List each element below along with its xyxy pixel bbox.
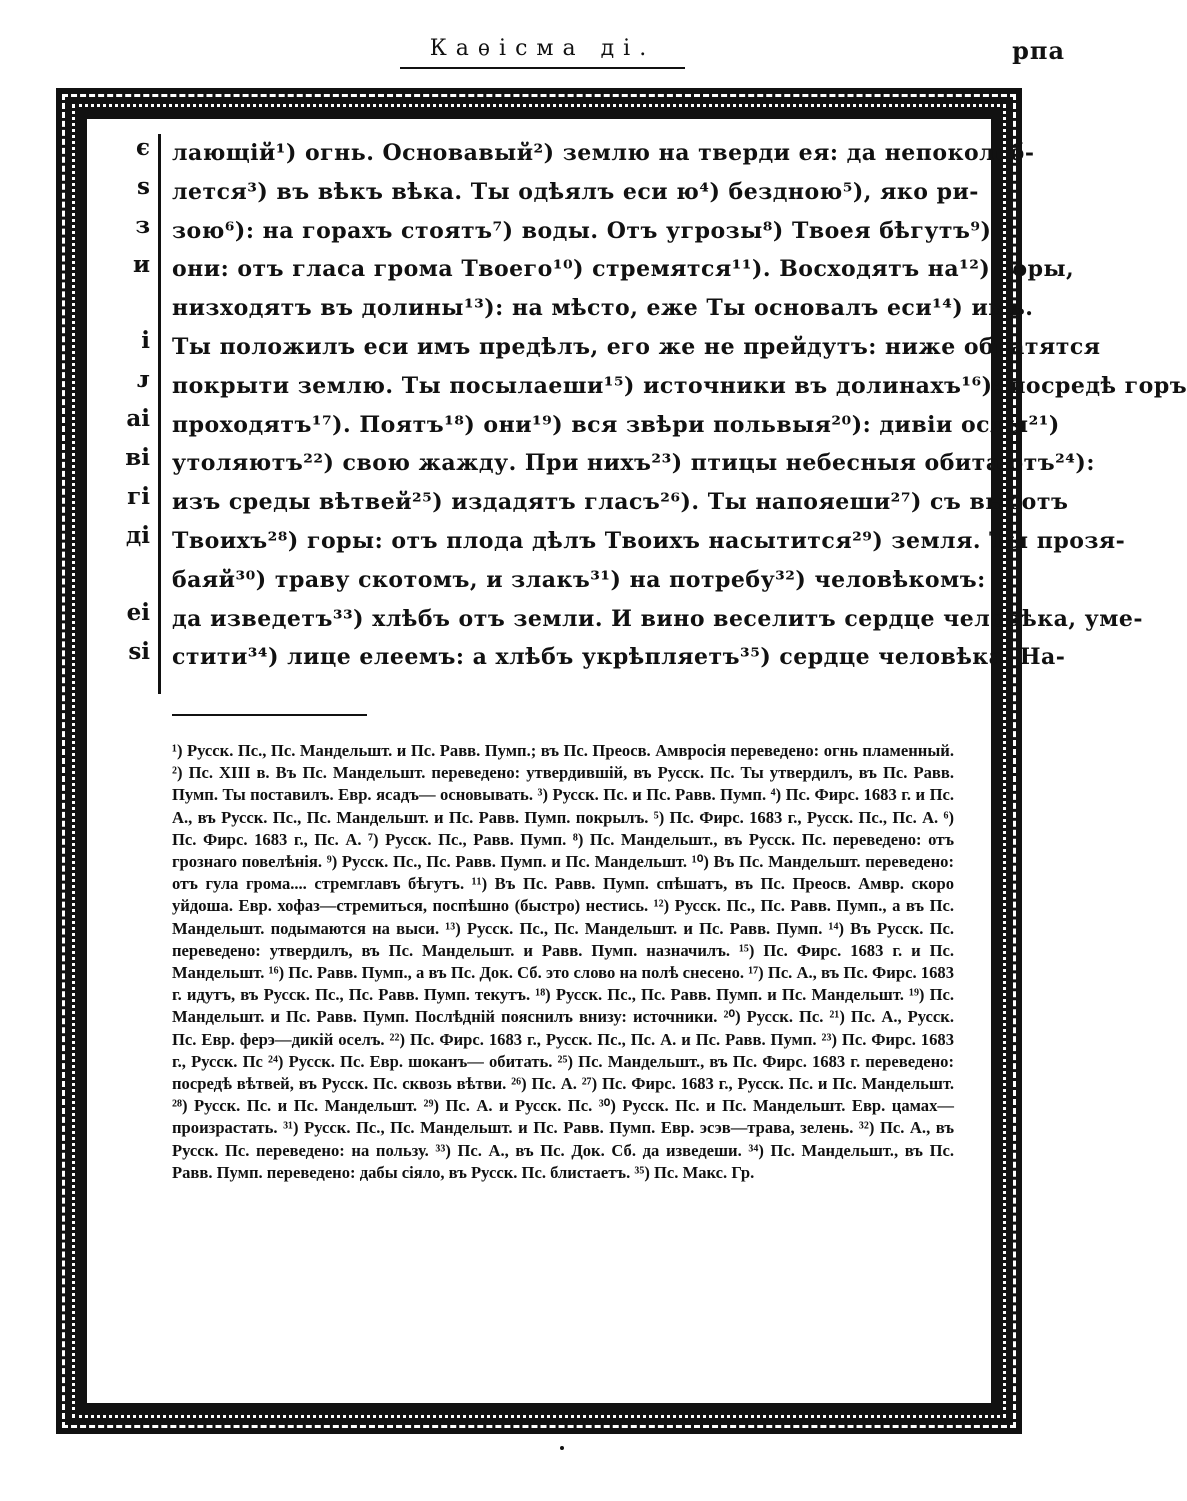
verse-number: ѕі (128, 638, 150, 665)
text-line: покрыти землю. Ты посылаеши¹⁵) источники въ долинахъ¹⁶): посредѣ горъ (172, 372, 1187, 399)
text-line: стити³⁴) лице елеемъ: а хлѣбъ укрѣпляетъ³⁵) сердце человѣка. На- (172, 644, 1066, 671)
footnotes: ¹) Русск. Пс., Пс. Мандельшт. и Пс. Равв. Пумп.; въ Пс. Преосв. Амвросія переведено: огнь пламенный. ²) Пс. XIII в. Въ Пс. Мандельшт. переведено: утвердившій, въ Русск. Пс. Ты утвердилъ, въ Пс. Равв. Пумп. Ты поставилъ. Евр. ясадъ— основывать. ³) Русск. Пс. и Пс. Равв. Пумп. ⁴) Пс. Фирс. 1683 г. и Пс. А., въ Русск. Пс., Пс. Мандельшт. и Пс. Равв. Пумп. покрылъ. ⁵) Пс. Фирс. 1683 г., Русск. Пс., Пс. А. ⁶) Пс. Фирс. 1683 г., Пс. А. ⁷) Русск. Пс., Равв. Пумп. ⁸) Пс. Мандельшт., въ Русск. Пс. переведено: отъ грознаго повелѣнія. ⁹) Русск. Пс., Пс. Равв. Пумп. и Пс. Мандельшт. ¹⁰) Въ Пс. Мандельшт. переведено: отъ гула грома.... стремглавъ бѣгутъ. ¹¹) Въ Пс. Равв. Пумп. спѣшатъ, въ Пс. Преосв. Амвр. скоро уйдоша. Евр. хофаз—стремиться, поспѣшно (быстро) нестись. ¹²) Русск. Пс., Пс. Равв. Пумп., а въ Пс. Мандельшт. подымаются на выси. ¹³) Русск. Пс., Пс. Мандельшт. и Пс. Равв. Пумп. ¹⁴) Въ Русск. Пс. переведено: утвердилъ, въ Пс. Мандельшт. и Равв. Пумп. назначилъ. ¹⁵) Пс. Фирс. 1683 г. и Пс. Мандельшт. ¹⁶) Пс. Равв. Пумп., а въ Пс. Док. Сб. это слово на полѣ снесено. ¹⁷) Пс. А., въ Пс. Фирс. 1683 г. идутъ, въ Русск. Пс., Пс. Равв. Пумп. текутъ. ¹⁸) Русск. Пс., Пс. Равв. Пумп. и Пс. Мандельшт. ¹⁹) Пс. Мандельшт. и Пс. Равв. Пумп. Послѣдній пояснилъ внизу: источники. ²⁰) Русск. Пс. ²¹) Пс. А., Русск. Пс. Евр. ферэ—дикій оселъ. ²²) Пс. Фирс. 1683 г., Русск. Пс., Пс. А. и Пс. Равв. Пумп. ²³) Пс. Фирс. 1683 г., Русск. Пс ²⁴) Русск. Пс. Евр. шоканъ— обитать. ²⁵) Пс. Мандельшт., въ Пс. Фирс. 1683 г. переведено: посредѣ вѣтвей, въ Русск. Пс. сквозь вѣтви. ²⁶) Пс. А. ²⁷) Пс. Фирс. 1683 г., Русск. Пс. и Пс. Мандельшт. ²⁸) Русск. Пс. и Пс. Мандельшт. ²⁹) Пс. А. и Русск. Пс. ³⁰) Русск. Пс. и Пс. Мандельшт. Евр. цамах—произрастать. ³¹) Русск. Пс., Пс. Мандельшт. и Пс. Равв. Пумп. Евр. эсэв—трава, зелень. ³²) Пс. А., въ Русск. Пс. переведено: на пользу. ³³) Пс. А., въ Пс. Док. Сб. да изведеши. ³⁴) Пс. Мандельшт., въ Пс. Равв. Пумп. переведено: дабы сіяло, въ Русск. Пс. блистаетъ. ³⁵) Пс. Макс. Гр. (172, 741, 954, 1182)
verse-number: ѕ (137, 173, 150, 200)
text-line: да изведетъ³³) хлѣбъ отъ земли. И вино веселитъ сердце человѣка, уме- (172, 605, 1143, 632)
text-line: Ты положилъ еси имъ предѣлъ, его же не прейдутъ: ниже обратятся (172, 333, 1101, 360)
page-number: рпа (1012, 36, 1065, 65)
verse-number: є (135, 134, 150, 161)
verse-number: з (135, 212, 150, 239)
text-line: лающій¹) огнь. Основавый²) землю на тверди ея: да непоколеб- (172, 140, 1035, 166)
verse-number: ві (125, 444, 150, 471)
text-line: Твоихъ²⁸) горы: отъ плода дѣлъ Твоихъ насытится²⁹) земля. Ты прозя- (172, 527, 1126, 554)
psalm-text (172, 134, 1187, 677)
text-line: низходятъ въ долины¹³): на мѣсто, еже Ты основалъ еси¹⁴) имъ. (172, 295, 1034, 322)
bottom-dot (560, 1446, 564, 1450)
text-line: они: отъ гласа грома Твоего¹⁰) стремятся¹¹). Восходятъ на¹²) горы, (172, 256, 1075, 283)
verse-number: еі (126, 599, 150, 626)
verse-number: и (132, 251, 150, 278)
text-line: изъ среды вѣтвей²⁵) издадятъ гласъ²⁶). Ты напояеши²⁷) съ высотъ (172, 489, 1069, 516)
page-body (90, 122, 1187, 1400)
text-line: проходятъ¹⁷). Поятъ¹⁸) они¹⁹) вся звѣри польвыя²⁰): дивіи ослы²¹) (172, 411, 1060, 438)
verse-number: і (141, 327, 150, 354)
verse-number: ді (125, 522, 150, 549)
verse-number: аі (126, 405, 150, 432)
verse-number-column (112, 134, 161, 694)
text-line: утоляютъ²²) свою жажду. При нихъ²³) птицы небесныя обитаютъ²⁴): (172, 450, 1095, 477)
text-line: баяй³⁰) траву скотомъ, и злакъ³¹) на потребу³²) человѣкомъ: (172, 566, 986, 593)
text-line: лется³) въ вѣкъ вѣка. Ты одѣялъ еси ю⁴) бездною⁵), яко ри- (172, 178, 979, 205)
verse-number: ᴊ (137, 366, 150, 393)
text-line: зою⁶): на горахъ стоятъ⁷) воды. Отъ угрозы⁸) Твоея бѣгутъ⁹) (172, 217, 992, 244)
running-title: Каѳісма ді. (400, 36, 685, 69)
verse-number: гі (127, 483, 150, 510)
ornamental-border (56, 88, 1187, 1434)
footnote-separator (172, 714, 367, 716)
